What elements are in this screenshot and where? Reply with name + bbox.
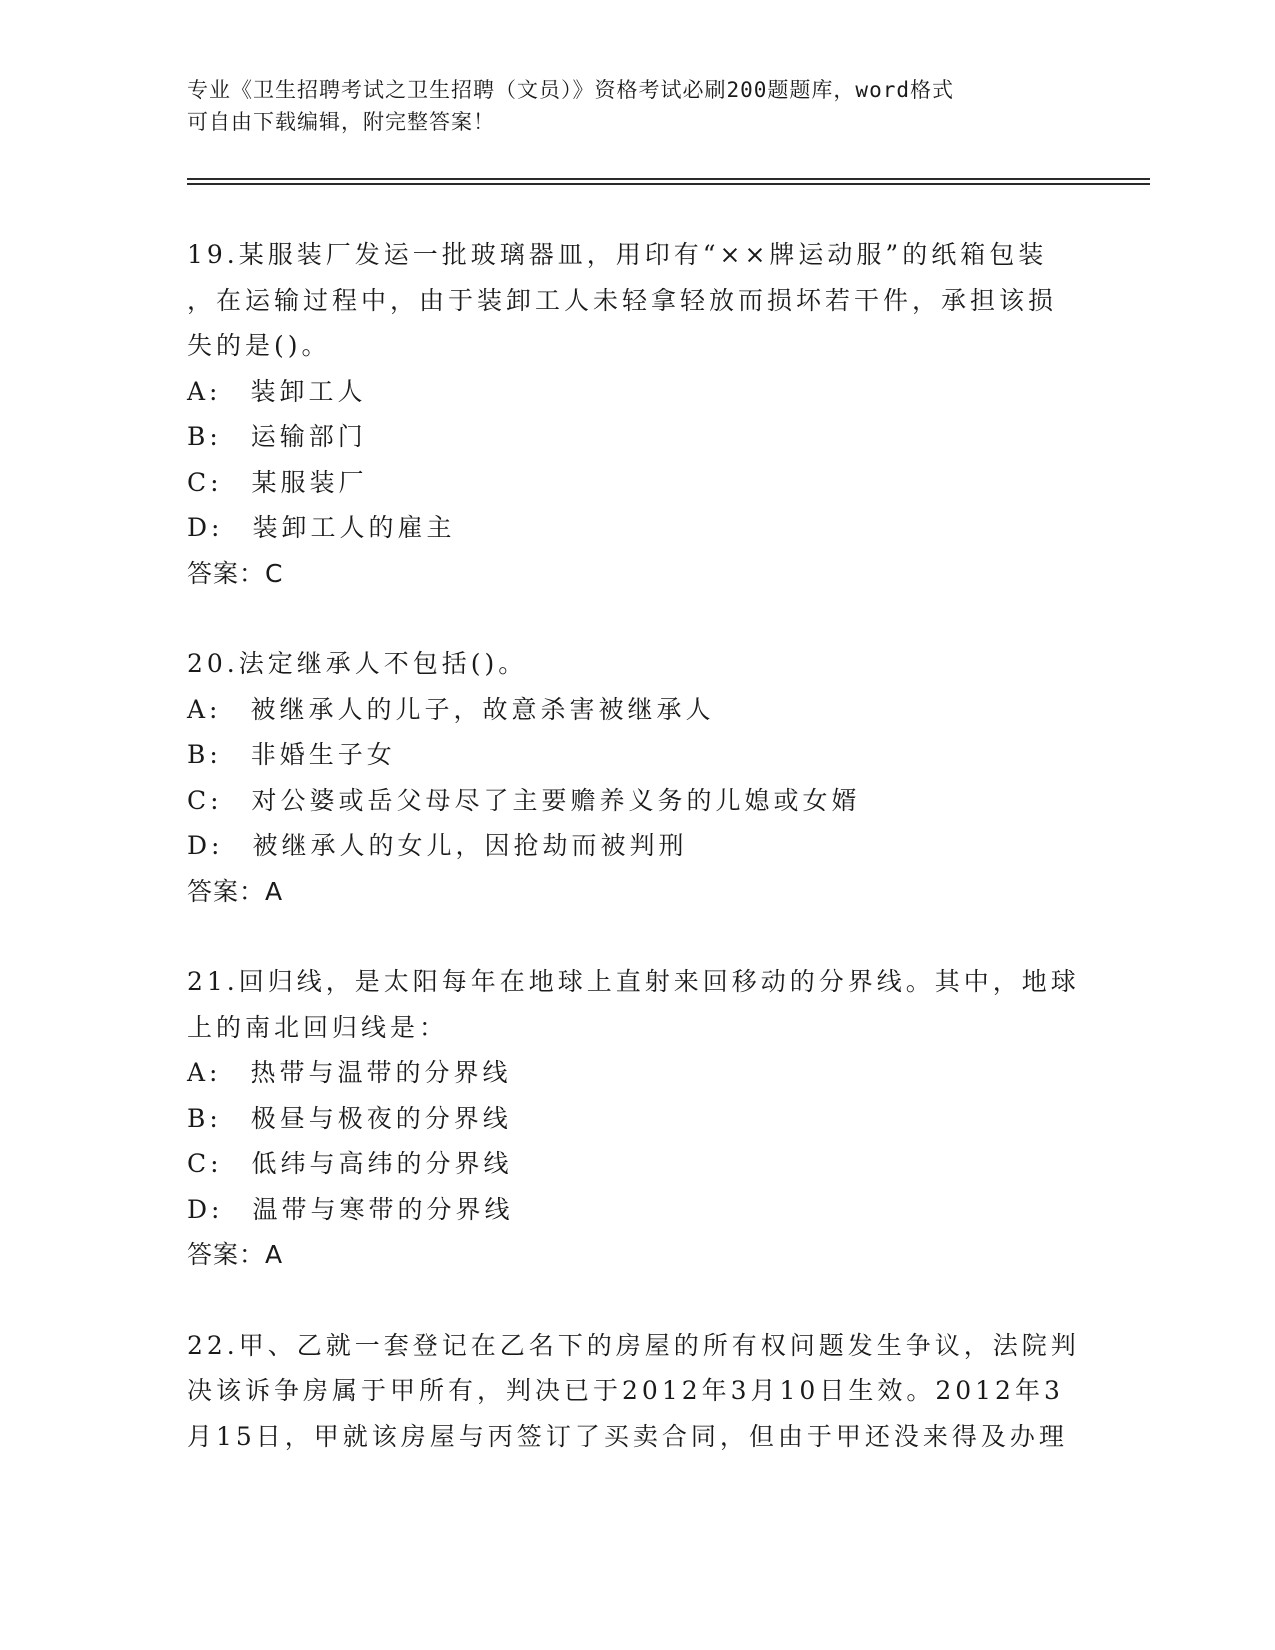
question-stem-line: ，在运输过程中，由于装卸工人未轻拿轻放而损坏若干件，承担该损 — [187, 285, 1058, 315]
option-d: D: 被继承人的女儿，因抢劫而被判刑 — [187, 831, 688, 860]
option-c: C: 某服装厂 — [187, 467, 368, 497]
question-stem-line: 21.回归线，是太阳每年在地球上直射来回移动的分界线。其中，地球 — [187, 967, 1080, 996]
option-c: C: 低纬与高纬的分界线 — [187, 1149, 513, 1178]
header-divider-top — [187, 178, 1150, 180]
question-stem-line: 月15日，甲就该房屋与丙签订了买卖合同，但由于甲还没来得及办理 — [187, 1421, 1068, 1451]
option-a: A: 装卸工人 — [187, 376, 367, 406]
question-19 — [187, 232, 1087, 596]
answer-line: 答案：A — [187, 876, 284, 906]
option-a: A: 热带与温带的分界线 — [187, 1058, 512, 1087]
question-22 — [187, 1323, 1087, 1460]
question-stem-line: 20.法定继承人不包括()。 — [187, 649, 528, 678]
document-header — [187, 74, 1087, 138]
option-b: B: 非婚生子女 — [187, 740, 396, 769]
question-21 — [187, 959, 1087, 1278]
question-20 — [187, 641, 1087, 914]
option-b: B: 极昼与极夜的分界线 — [187, 1103, 512, 1133]
question-list — [187, 232, 1087, 1504]
option-a: A: 被继承人的儿子，故意杀害被继承人 — [187, 694, 715, 724]
option-d: D: 装卸工人的雇主 — [187, 513, 456, 542]
option-d: D: 温带与寒带的分界线 — [187, 1194, 514, 1224]
answer-line: 答案：A — [187, 1240, 284, 1269]
header-title-line-1: 专业《卫生招聘考试之卫生招聘（文员）》资格考试必刷200题题库，word格式 — [187, 78, 954, 102]
question-stem-line: 决该诉争房属于甲所有，判决已于2012年3月10日生效。2012年3 — [187, 1376, 1064, 1405]
question-stem-line: 19.某服装厂发运一批玻璃器皿，用印有“××牌运动服”的纸箱包装 — [187, 240, 1048, 269]
header-divider-bottom — [187, 183, 1150, 185]
question-stem-line: 上的南北回归线是： — [187, 1012, 449, 1042]
answer-line: 答案：C — [187, 558, 284, 588]
option-c: C: 对公婆或岳父母尽了主要赡养义务的儿媳或女婿 — [187, 785, 861, 815]
header-title-line-2: 可自由下载编辑，附完整答案！ — [187, 110, 495, 134]
option-b: B: 运输部门 — [187, 422, 367, 451]
question-stem-line: 失的是()。 — [187, 331, 331, 360]
question-stem-line: 22.甲、乙就一套登记在乙名下的房屋的所有权问题发生争议，法院判 — [187, 1330, 1080, 1360]
